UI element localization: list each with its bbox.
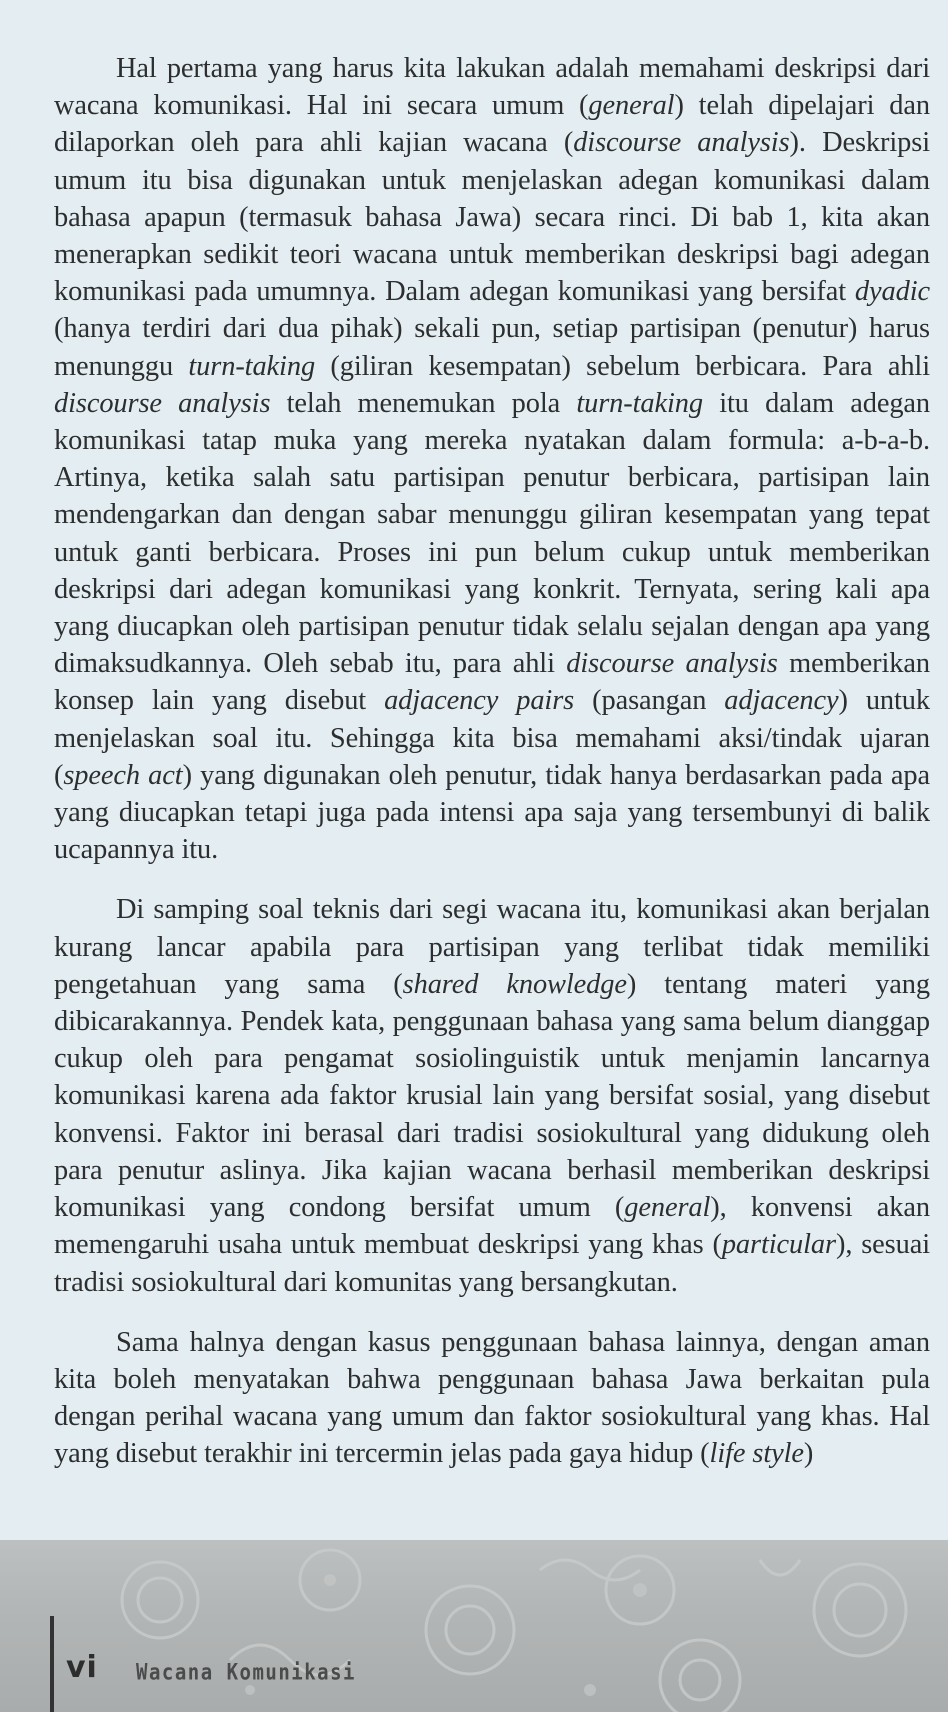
text-run: ) untuk menjelaskan soal itu. Sehingga kita bisa memahami aksi/tindak ujaran ( [54, 685, 930, 791]
body-text [54, 50, 930, 1496]
running-title: Wacana Komunikasi [136, 1660, 356, 1686]
text-run: Di samping soal teknis dari segi wacana itu, komunikasi akan berjalan kurang lancar apabila para partisipan yang terlibat tidak memiliki pengetahuan yang sama ( [54, 894, 930, 1000]
paragraph [54, 891, 930, 1300]
paragraph [54, 50, 930, 868]
text-run: (pasangan [574, 685, 725, 717]
italic-term: turn-taking [188, 350, 316, 382]
text-run: Sama halnya dengan kasus penggunaan bahasa lainnya, dengan aman kita boleh menyatakan bahwa penggunaan bahasa Jawa berkaitan pula dengan perihal wacana yang umum dan faktor sosiokultural yang khas. Hal yang disebut terakhir ini tercermin jelas pada gaya hidup ( [54, 1326, 930, 1470]
text-run: ). Deskripsi umum itu bisa digunakan untuk menjelaskan adegan komunikasi dalam bahasa apapun (termasuk bahasa Jawa) secara rinci. Di bab 1, kita akan menerapkan sedikit teori wacana untuk memberikan deskripsi bagi adegan komunikasi pada umumnya. Dalam adegan komunikasi yang bersifat [54, 127, 930, 308]
text-run: (hanya terdiri dari dua pihak) sekali pun, setiap partisipan (penutur) harus menunggu [54, 313, 930, 382]
italic-term: general [588, 90, 675, 122]
text-run: ) [803, 1438, 814, 1470]
text-run: telah menemukan pola [270, 387, 577, 419]
italic-term: discourse analysis [54, 387, 271, 419]
footer-ornament-pattern [0, 1540, 948, 1712]
italic-term: adjacency pairs [384, 685, 575, 717]
text-run: (giliran kesempatan) sebelum berbicara. Para ahli [315, 350, 930, 382]
text-run: itu dalam adegan komunikasi tatap muka yang mereka nyatakan dalam formula: a-b-a-b. Artinya, ketika salah satu partisipan penutur berbicara, partisipan lain mendengarkan dan dengan sabar menunggu giliran kesempatan yang tepat untuk ganti berbicara. Proses ini pun belum cukup untuk memberikan deskripsi dari adegan komunikasi yang konkrit. Ternyata, sering kali apa yang diucapkan oleh partisipan penutur tidak selalu sejalan dengan apa yang dimaksudkannya. Oleh sebab itu, para ahli [54, 387, 931, 680]
text-run: ), konvensi akan memengaruhi usaha untuk membuat deskripsi yang khas ( [54, 1192, 930, 1261]
text-run: Hal pertama yang harus kita lakukan adalah memahami deskripsi dari wacana komunikasi. Hal ini secara umum ( [54, 53, 930, 122]
text-run: ) yang digunakan oleh penutur, tidak hanya berdasarkan pada apa yang diucapkan tetapi juga pada intensi apa saja yang tersembunyi di balik ucapannya itu. [54, 759, 930, 866]
text-run: memberikan konsep lain yang disebut [54, 648, 930, 717]
page-footer [0, 1540, 948, 1712]
italic-term: discourse analysis [573, 127, 790, 159]
text-run: ), sesuai tradisi sosiokultural dari komunitas yang bersangkutan. [54, 1229, 930, 1298]
italic-term: particular [721, 1229, 836, 1261]
italic-term: adjacency [724, 685, 839, 717]
italic-term: turn-taking [576, 387, 703, 419]
italic-term: general [624, 1192, 711, 1224]
footer-divider-bar [50, 1616, 54, 1712]
paragraph [54, 1324, 930, 1473]
italic-term: shared knowledge [402, 968, 627, 1000]
italic-term: dyadic [854, 276, 930, 308]
italic-term: discourse analysis [566, 648, 778, 680]
text-run: ) telah dipelajari dan dilaporkan oleh para ahli kajian wacana ( [54, 90, 930, 159]
italic-term: speech act [63, 759, 183, 791]
text-run: ) tentang materi yang dibicarakannya. Pendek kata, penggunaan bahasa yang sama belum dianggap cukup oleh para pengamat sosiolinguistik untuk menjamin lancarnya komunikasi karena ada faktor krusial lain yang bersifat sosial, yang disebut konvensi. Faktor ini berasal dari tradisi sosiokultural yang didukung oleh para penutur aslinya. Jika kajian wacana berhasil memberikan deskripsi komunikasi yang condong bersifat umum ( [54, 968, 931, 1224]
page-number: vi [66, 1650, 98, 1685]
italic-term: life style [709, 1438, 804, 1470]
